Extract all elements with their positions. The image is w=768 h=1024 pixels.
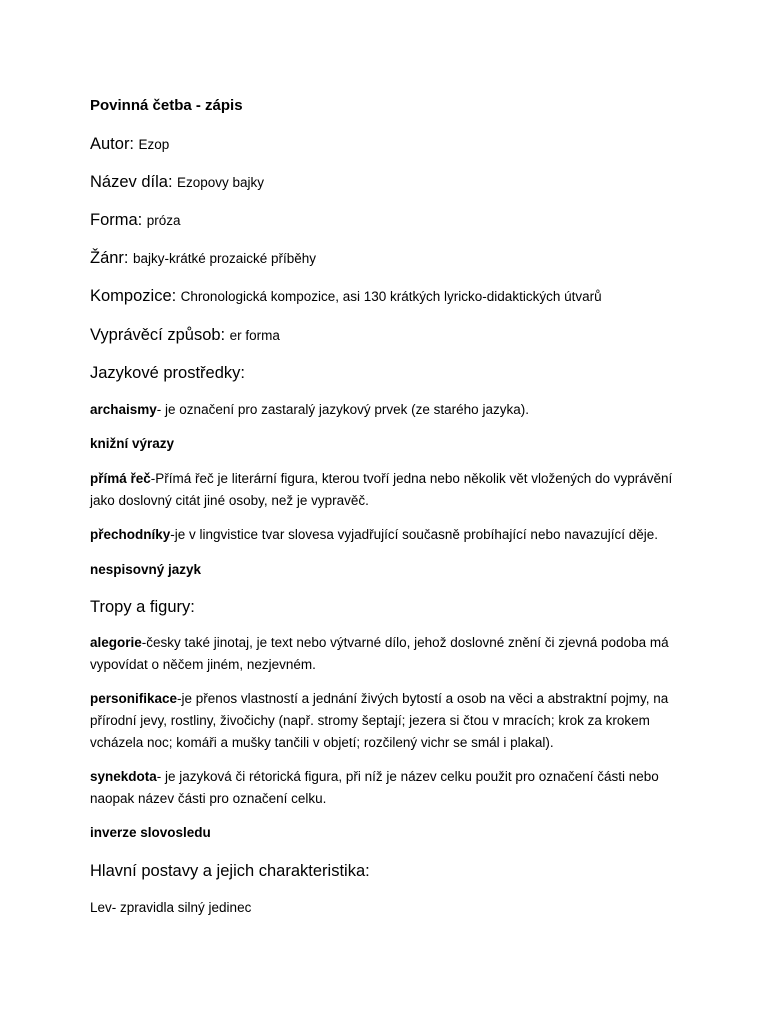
- language-item-term: nespisovný jazyk: [90, 562, 202, 577]
- field-work-label: Název díla:: [90, 173, 173, 191]
- field-author: [90, 136, 169, 153]
- language-item: [90, 399, 690, 421]
- field-genre-value: bajky-krátké prozaické příběhy: [132, 251, 317, 266]
- trope-item-term: alegorie: [90, 635, 142, 650]
- field-narration-label: Vyprávěcí způsob:: [90, 326, 226, 344]
- field-work: [90, 174, 264, 191]
- trope-item-text: - je jazyková či rétorická figura, při níž je název celku použit pro označení části nebo naopak název části pro označení celku.: [90, 769, 659, 806]
- field-composition-value: Chronologická kompozice, asi 130 krátkých lyricko-didaktických útvarů: [180, 289, 602, 304]
- field-genre-label: Žánr:: [90, 249, 129, 267]
- field-work-value: Ezopovy bajky: [177, 175, 265, 190]
- field-composition: [90, 288, 602, 305]
- field-composition-label: Kompozice:: [90, 287, 177, 305]
- document-title: Povinná četba - zápis: [90, 97, 243, 114]
- tropes-section-heading: Tropy a figury:: [90, 598, 195, 616]
- field-author-value: Ezop: [138, 137, 170, 152]
- trope-item: [90, 766, 690, 810]
- language-item: [90, 524, 690, 546]
- trope-item-term: personifikace: [90, 691, 178, 706]
- language-item-term: archaismy: [90, 402, 157, 417]
- language-item-term: přímá řeč: [90, 471, 151, 486]
- trope-item: [90, 688, 690, 754]
- language-item-term: přechodníky: [90, 527, 171, 542]
- trope-item: [90, 822, 690, 844]
- field-author-label: Autor:: [90, 135, 135, 153]
- field-form: [90, 212, 181, 229]
- trope-item: [90, 632, 690, 676]
- field-narration: [90, 327, 280, 344]
- language-section-heading: Jazykové prostředky:: [90, 364, 245, 382]
- trope-item-text: -je přenos vlastností a jednání živých bytostí a osob na věci a abstraktní pojmy, na přírodní jevy, rostliny, živočichy (např. stromy šeptají; jezera si čtou v mracích; krok za krokem vcházela noc; komáři a mušky tančili v objetí; rozčilený vichr se smál i plakal).: [90, 691, 669, 750]
- language-item: [90, 559, 690, 581]
- characters-section-heading: Hlavní postavy a jejich charakteristika:: [90, 862, 370, 880]
- language-item: [90, 433, 690, 455]
- trope-item-text: -česky také jinotaj, je text nebo výtvarné dílo, jehož doslovné znění či zjevná podoba má vypovídat o něčem jiném, nezjevném.: [90, 635, 669, 672]
- language-item-term: knižní výrazy: [90, 436, 175, 451]
- field-narration-value: er forma: [229, 328, 280, 343]
- language-item: [90, 468, 690, 512]
- language-item-text: -je v lingvistice tvar slovesa vyjadřující současně probíhající nebo navazující děje.: [170, 527, 659, 542]
- language-item-text: - je označení pro zastaralý jazykový prvek (ze starého jazyka).: [156, 402, 529, 417]
- trope-item-term: inverze slovosledu: [90, 825, 211, 840]
- trope-item-term: synekdota: [90, 769, 157, 784]
- field-form-label: Forma:: [90, 211, 143, 229]
- character-item: Lev- zpravidla silný jedinec: [90, 900, 252, 915]
- field-genre: [90, 250, 316, 267]
- field-form-value: próza: [146, 213, 181, 228]
- language-item-text: -Přímá řeč je literární figura, kterou tvoří jedna nebo několik vět vložených do vyprávění jako doslovný citát jiné osoby, než je vypravěč.: [90, 471, 673, 508]
